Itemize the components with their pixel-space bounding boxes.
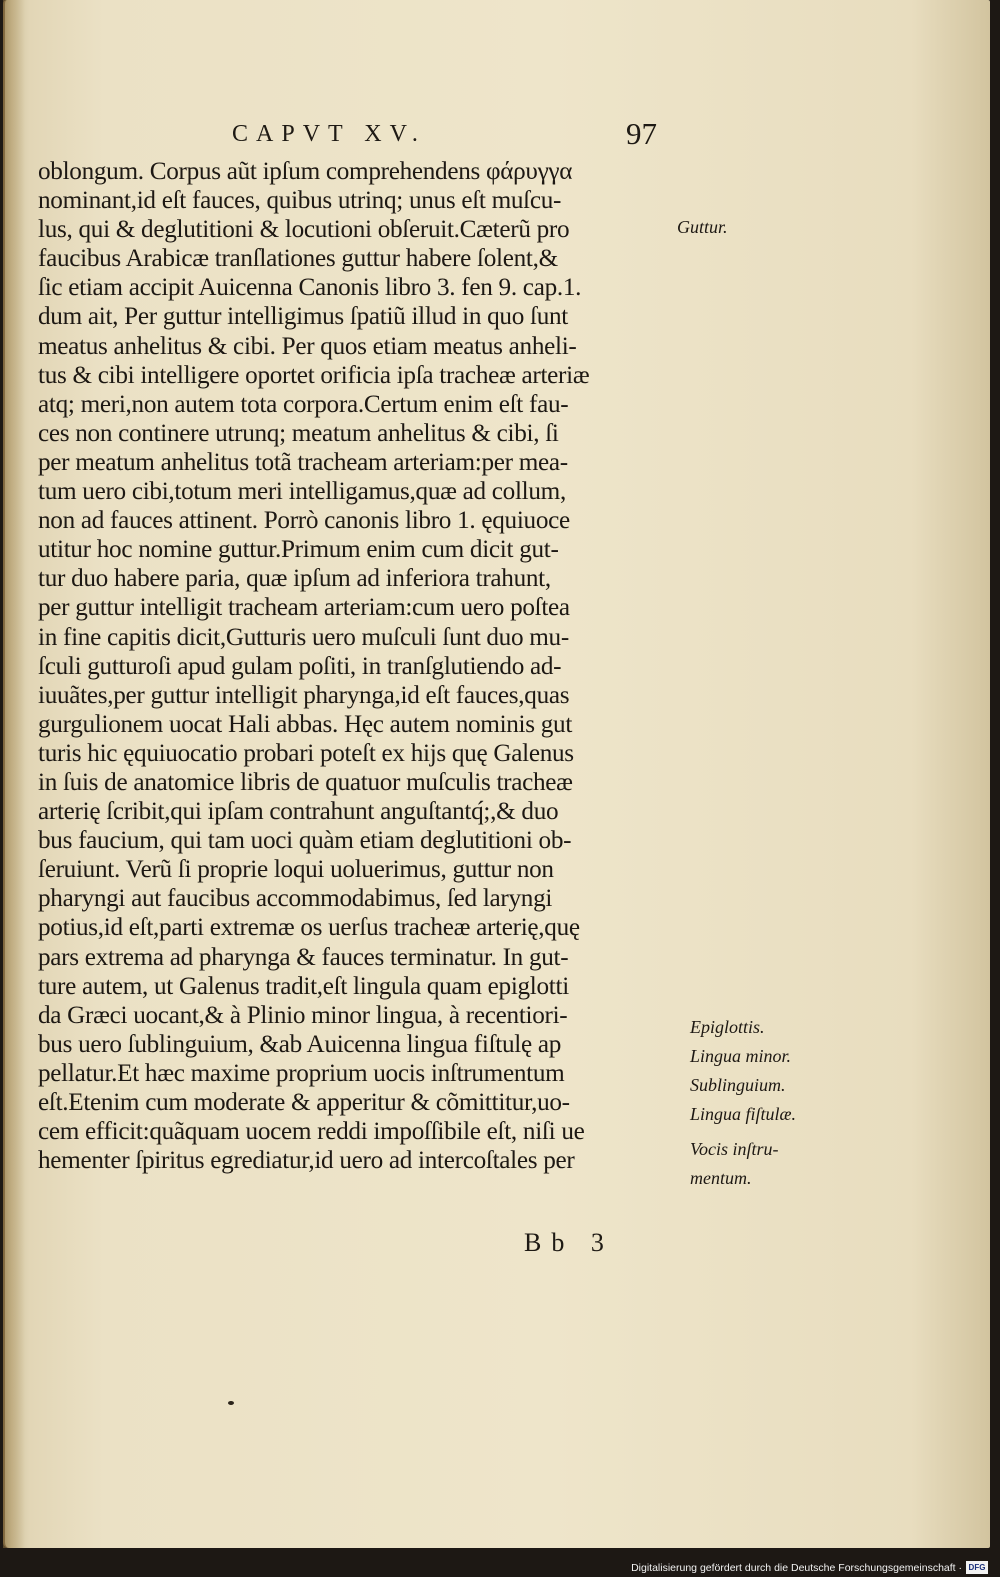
dfg-logo: DFG bbox=[966, 1561, 988, 1574]
margin-note-vocis-instrumentum-2: mentum. bbox=[690, 1168, 752, 1188]
body-text bbox=[38, 157, 688, 1175]
text-line: cem efficit:quãquam uocem reddi impoſſibile eſt, niſi ue bbox=[38, 1118, 585, 1146]
margin-note-lingua-fistulae: Lingua fiſtulæ. bbox=[690, 1104, 797, 1124]
text-line: gurgulionem uocat Hali abbas. Hęc autem nominis gut bbox=[38, 710, 573, 738]
text-line: pharyngi aut faucibus accommodabimus, ſed laryngi bbox=[38, 885, 553, 913]
page-number: 97 bbox=[626, 116, 657, 151]
text-line: meatus anhelitus & cibi. Per quos etiam meatus anheli- bbox=[38, 332, 577, 360]
text-line: potius,id eſt,parti extremæ os uerſus tracheæ arterię,quę bbox=[38, 914, 580, 942]
text-line: lus, qui & deglutitioni & locutioni obſeruit.Cæterũ pro bbox=[38, 216, 570, 244]
margin-note-sublinguium: Sublinguium. bbox=[690, 1075, 786, 1095]
text-line: pellatur.Et hæc maxime proprium uocis inſtrumentum bbox=[38, 1059, 565, 1087]
text-line: arterię ſcribit,qui ipſam contrahunt anguſtantq́;,& duo bbox=[38, 798, 559, 826]
text-line: da Græci uocant,& à Plinio minor lingua, à recentiori- bbox=[38, 1001, 568, 1029]
margin-note-epiglottis: Epiglottis. bbox=[690, 1017, 765, 1037]
text-line: eſt.Etenim cum moderate & apperitur & cõmittitur,uo- bbox=[38, 1089, 570, 1116]
text-line: in fine capitis dicit,Gutturis uero muſculi ſunt duo mu- bbox=[38, 623, 569, 651]
margin-note-guttur: Guttur. bbox=[677, 217, 728, 237]
text-line: tus & cibi intelligere oportet orificia ipſa tracheæ arteriæ bbox=[38, 361, 590, 389]
text-line: pars extrema ad pharynga & fauces terminatur. In gut- bbox=[38, 943, 569, 971]
text-line: ture autem, ut Galenus tradit,eſt lingula quam epiglotti bbox=[38, 972, 569, 1000]
text-line: hementer ſpiritus egrediatur,id uero ad intercoſtales per bbox=[38, 1147, 575, 1175]
margin-note-lingua-minor: Lingua minor. bbox=[690, 1046, 792, 1066]
text-line: bus faucium, qui tam uoci quàm etiam deglutitioni ob- bbox=[38, 827, 572, 855]
text-line: bus uero ſublinguium, &ab Auicenna lingua fiſtulę ap bbox=[38, 1030, 562, 1058]
text-line: faucibus Arabicæ tranſlationes guttur habere ſolent,& bbox=[38, 245, 558, 273]
text-line: atq; meri,non autem tota corpora.Certum enim eſt fau- bbox=[38, 390, 569, 418]
text-line: oblongum. Corpus aũt ipſum comprehendens φάρυγγα bbox=[38, 158, 573, 185]
text-line: nominant,id eſt fauces, quibus utrinq; unus eſt muſcu- bbox=[38, 187, 562, 215]
text-line: non ad fauces attinent. Porrò canonis libro 1. ęquiuoce bbox=[38, 507, 570, 535]
text-line: iuuãtes,per guttur intelligit pharynga,id eſt fauces,quas bbox=[38, 681, 570, 709]
margin-note-vocis-instrumentum-1: Vocis inſtru- bbox=[690, 1139, 779, 1159]
text-line: per guttur intelligit tracheam arteriam:cum uero poſtea bbox=[38, 594, 570, 622]
running-head: CAPVT XV. bbox=[232, 121, 426, 147]
text-line: in ſuis de anatomice libris de quatuor muſculis tracheæ bbox=[38, 768, 573, 796]
signature-mark: Bb 3 bbox=[524, 1228, 614, 1257]
text-line: turis hic ęquiuocatio probari poteſt ex hijs quę Galenus bbox=[38, 739, 574, 767]
footer-funding-text: Digitalisierung gefördert durch die Deutsche Forschungsgemeinschaft · bbox=[631, 1562, 962, 1574]
text-line: per meatum anhelitus totã tracheam arteriam:per mea- bbox=[38, 448, 568, 476]
page-edge-stain bbox=[3, 0, 25, 1548]
text-line: tum uero cibi,totum meri intelligamus,quæ ad collum, bbox=[38, 478, 566, 506]
text-line: ſculi gutturoſi apud gulam poſiti, in tranſglutiendo ad- bbox=[38, 652, 562, 680]
text-line: tur duo habere paria, quæ ipſum ad inferiora trahunt, bbox=[38, 565, 551, 593]
text-line: ſic etiam accipit Auicenna Canonis libro 3. fen 9. cap.1. bbox=[38, 274, 582, 302]
text-line: utitur hoc nomine guttur.Primum enim cum dicit gut- bbox=[38, 536, 559, 564]
text-line: ces non continere utrunq; meatum anhelitus & cibi, ſi bbox=[38, 419, 559, 447]
text-line: ſeruiunt. Verũ ſi proprie loqui uoluerimus, guttur non bbox=[38, 856, 554, 884]
ink-speck bbox=[228, 1401, 234, 1405]
text-line: dum ait, Per guttur intelligimus ſpatiũ illud in quo ſunt bbox=[38, 303, 569, 331]
